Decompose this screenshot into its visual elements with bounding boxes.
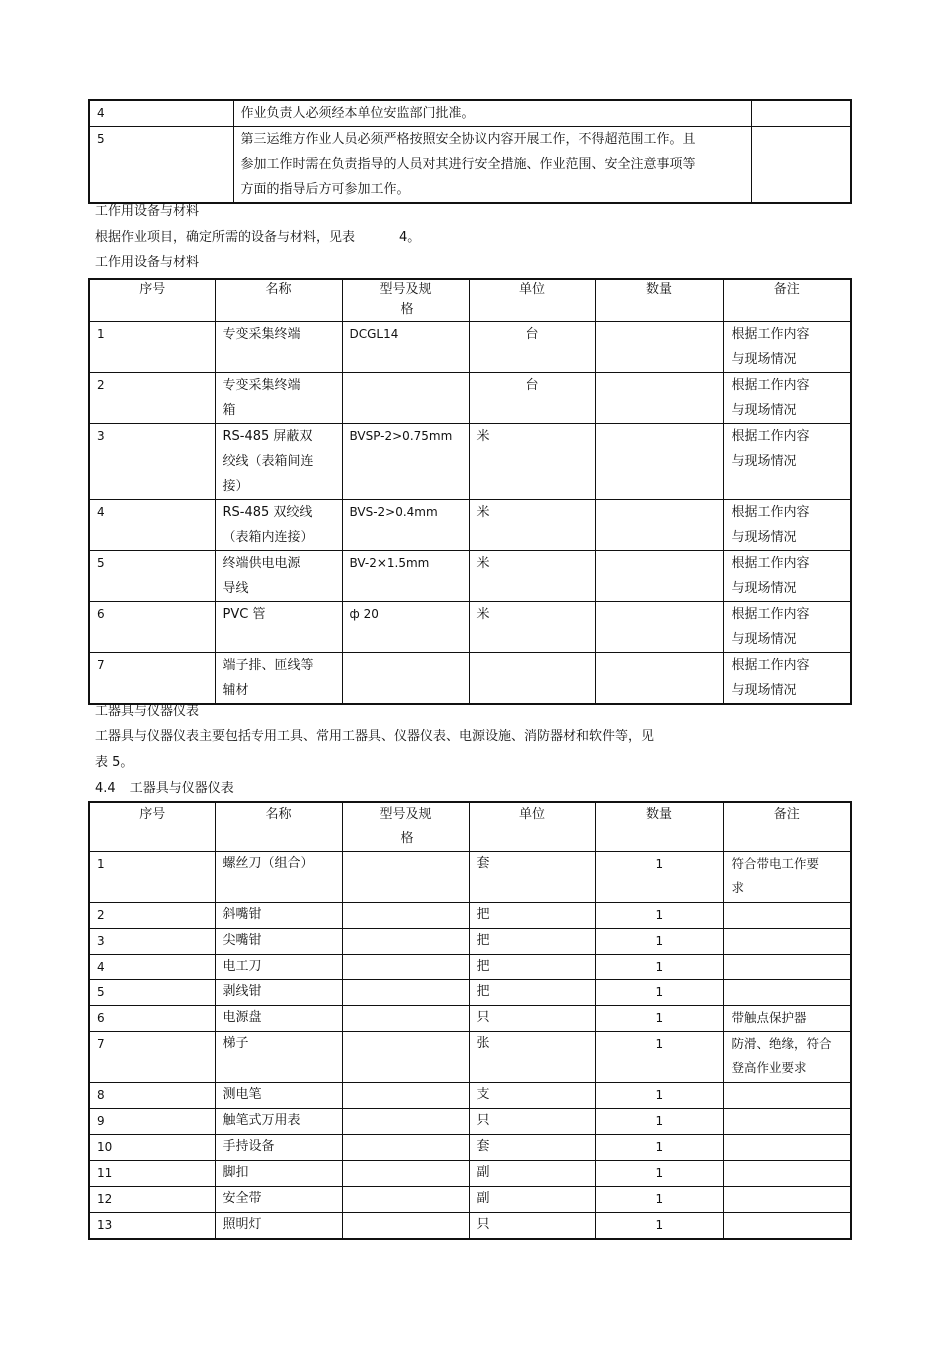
remark-line: 与现场情况 [731, 580, 797, 596]
remark-line: 根据工作内容 [731, 428, 810, 444]
item-name: 测电笔 [215, 1083, 342, 1109]
table-row [89, 1135, 851, 1161]
item-unit: 套 [469, 852, 595, 903]
requirement-text [233, 100, 751, 127]
row-number: 1 [89, 321, 215, 372]
item-qty [595, 652, 723, 704]
item-name [215, 423, 342, 499]
table-row [89, 1161, 851, 1187]
header-no: 序号 [89, 279, 215, 321]
item-name-line: RS-485 双绞线 [222, 504, 313, 520]
table-row [89, 1187, 851, 1213]
item-qty: 1 [595, 955, 723, 980]
header-unit: 单位 [469, 802, 595, 852]
row-number: 3 [89, 929, 215, 955]
row-number: 7 [89, 1032, 215, 1083]
table-row [89, 1006, 851, 1032]
item-qty [595, 601, 723, 652]
table-row [89, 903, 851, 929]
item-model [342, 1161, 469, 1187]
item-name: 照明灯 [215, 1213, 342, 1239]
item-name-line: 辅材 [222, 682, 249, 698]
row-number: 7 [89, 652, 215, 704]
item-remark [723, 903, 851, 929]
remark-line: 带触点保护器 [731, 1010, 807, 1025]
item-remark [723, 955, 851, 980]
empty-cell [751, 127, 851, 204]
section-heading: 工作用设备与材料 [95, 204, 200, 219]
item-name-line: 接） [222, 478, 249, 494]
item-remark [723, 1161, 851, 1187]
item-name-line: 端子排、匝线等 [222, 657, 314, 673]
remark-line: 根据工作内容 [731, 657, 810, 673]
item-model [342, 1187, 469, 1213]
table-row [89, 852, 851, 903]
empty-cell [751, 100, 851, 127]
item-name-line: （表箱内连接） [222, 529, 314, 545]
table-header-row [89, 279, 851, 321]
item-name-line: 箱 [222, 402, 236, 418]
item-model [342, 980, 469, 1006]
item-remark [723, 980, 851, 1006]
item-qty: 1 [595, 852, 723, 903]
item-name [215, 499, 342, 550]
row-number: 9 [89, 1109, 215, 1135]
item-name-line: RS-485 屏蔽双 [222, 428, 313, 444]
remark-line: 根据工作内容 [731, 555, 810, 571]
item-model [342, 1109, 469, 1135]
table-row [89, 499, 851, 550]
remark-line: 防滑、绝缘，符合 [731, 1036, 832, 1051]
item-name [215, 652, 342, 704]
item-model [342, 1213, 469, 1239]
item-model [342, 1135, 469, 1161]
header-model-line1: 型号及规 [379, 282, 432, 297]
paragraph-text: 根据作业项目，确定所需的设备与材料，见表 [95, 230, 356, 245]
tools-table-body [89, 852, 851, 1239]
row-number: 8 [89, 1083, 215, 1109]
remark-line: 与现场情况 [731, 402, 797, 418]
row-number: 10 [89, 1135, 215, 1161]
table-caption [95, 779, 234, 799]
caption-number: 4.4 [95, 781, 116, 796]
item-remark [723, 1213, 851, 1239]
item-name-line: 专变采集终端 [222, 326, 301, 342]
item-model: BVS-2>0.4mm [342, 499, 469, 550]
item-name: 安全带 [215, 1187, 342, 1213]
item-unit: 副 [469, 1187, 595, 1213]
row-number: 12 [89, 1187, 215, 1213]
item-name: 电源盘 [215, 1006, 342, 1032]
item-unit: 米 [469, 550, 595, 601]
table-row [89, 372, 851, 423]
item-qty [595, 550, 723, 601]
item-remark [723, 550, 851, 601]
row-number: 4 [89, 100, 233, 127]
row-number: 1 [89, 852, 215, 903]
item-qty: 1 [595, 1135, 723, 1161]
item-unit: 只 [469, 1213, 595, 1239]
item-name-line: 导线 [222, 580, 249, 596]
item-remark [723, 1032, 851, 1083]
table-row [89, 1032, 851, 1083]
header-name: 名称 [215, 279, 342, 321]
table-row [89, 955, 851, 980]
table-row [89, 550, 851, 601]
remark-line: 根据工作内容 [731, 606, 810, 622]
equipment-table [88, 278, 852, 705]
row-number: 6 [89, 1006, 215, 1032]
item-remark [723, 499, 851, 550]
item-unit: 台 [469, 321, 595, 372]
item-unit: 套 [469, 1135, 595, 1161]
item-qty: 1 [595, 1083, 723, 1109]
paragraph-text-end: 4。 [399, 230, 421, 245]
header-qty: 数量 [595, 279, 723, 321]
row-number: 6 [89, 601, 215, 652]
item-qty [595, 499, 723, 550]
item-qty [595, 423, 723, 499]
item-qty: 1 [595, 980, 723, 1006]
text-line: 第三运维方作业人员必须严格按照安全协议内容开展工作，不得超范围工作。且 [240, 132, 696, 147]
item-remark [723, 1083, 851, 1109]
table-row [89, 127, 851, 204]
header-remark: 备注 [723, 802, 851, 852]
table-row [89, 1213, 851, 1239]
table-row [89, 980, 851, 1006]
requirements-table [88, 99, 852, 204]
item-unit: 张 [469, 1032, 595, 1083]
item-qty: 1 [595, 1187, 723, 1213]
header-model-line2: 格 [400, 302, 414, 317]
item-remark [723, 652, 851, 704]
remark-line: 根据工作内容 [731, 326, 810, 342]
item-remark [723, 852, 851, 903]
item-remark [723, 423, 851, 499]
remark-line: 与现场情况 [731, 529, 797, 545]
item-remark [723, 1109, 851, 1135]
item-remark [723, 321, 851, 372]
row-number: 4 [89, 955, 215, 980]
item-name: 斜嘴钳 [215, 903, 342, 929]
remark-line: 根据工作内容 [731, 377, 810, 393]
item-model [342, 929, 469, 955]
row-number: 13 [89, 1213, 215, 1239]
item-name: 尖嘴钳 [215, 929, 342, 955]
item-unit: 把 [469, 955, 595, 980]
table-row [89, 321, 851, 372]
item-name: 脚扣 [215, 1161, 342, 1187]
item-model [342, 1006, 469, 1032]
item-qty: 1 [595, 1109, 723, 1135]
item-name: 螺丝刀（组合） [215, 852, 342, 903]
row-number: 5 [89, 127, 233, 204]
item-unit: 只 [469, 1109, 595, 1135]
item-name [215, 372, 342, 423]
item-unit: 米 [469, 423, 595, 499]
item-model: BV-2×1.5mm [342, 550, 469, 601]
remark-line: 登高作业要求 [731, 1060, 807, 1075]
table-row [89, 601, 851, 652]
paragraph-line: 工器具与仪器仪表主要包括专用工具、常用工器具、仪器仪表、电源设施、消防器材和软件等，见 [95, 729, 655, 744]
item-name [215, 550, 342, 601]
item-remark [723, 1006, 851, 1032]
item-model [342, 652, 469, 704]
item-name: 触笔式万用表 [215, 1109, 342, 1135]
row-number: 11 [89, 1161, 215, 1187]
requirement-text [233, 127, 751, 204]
header-unit: 单位 [469, 279, 595, 321]
caption-text: 工器具与仪器仪表 [129, 781, 234, 796]
row-number: 4 [89, 499, 215, 550]
item-name: 梯子 [215, 1032, 342, 1083]
remark-line: 与现场情况 [731, 631, 797, 647]
section-heading: 工器具与仪器仪表 [95, 704, 200, 719]
text-line: 方面的指导后方可参加工作。 [240, 182, 410, 197]
item-name [215, 321, 342, 372]
item-unit: 副 [469, 1161, 595, 1187]
remark-line: 求 [731, 880, 745, 895]
header-no: 序号 [89, 802, 215, 852]
table-row [89, 423, 851, 499]
row-number: 2 [89, 372, 215, 423]
remark-line: 根据工作内容 [731, 504, 810, 520]
item-name: 电工刀 [215, 955, 342, 980]
remark-line: 与现场情况 [731, 351, 797, 367]
item-name: 手持设备 [215, 1135, 342, 1161]
table-header-row [89, 802, 851, 852]
item-model [342, 372, 469, 423]
table-row [89, 1109, 851, 1135]
item-remark [723, 929, 851, 955]
item-model: BVSP-2>0.75mm [342, 423, 469, 499]
item-unit: 台 [469, 372, 595, 423]
item-model [342, 955, 469, 980]
item-unit: 米 [469, 601, 595, 652]
row-number: 5 [89, 550, 215, 601]
row-number: 3 [89, 423, 215, 499]
header-qty: 数量 [595, 802, 723, 852]
item-qty: 1 [595, 1213, 723, 1239]
item-unit: 只 [469, 1006, 595, 1032]
item-name-line: 专变采集终端 [222, 377, 301, 393]
header-model [342, 279, 469, 321]
row-number: 2 [89, 903, 215, 929]
item-model [342, 1083, 469, 1109]
item-unit: 把 [469, 980, 595, 1006]
item-qty: 1 [595, 929, 723, 955]
item-unit: 把 [469, 929, 595, 955]
item-name-line: PVC 管 [222, 606, 266, 622]
item-name-line: 终端供电电源 [222, 555, 301, 571]
item-model [342, 903, 469, 929]
paragraph [95, 228, 420, 248]
item-qty [595, 321, 723, 372]
item-name: 剥线钳 [215, 980, 342, 1006]
item-model [342, 852, 469, 903]
row-number: 5 [89, 980, 215, 1006]
table-row [89, 929, 851, 955]
table-row [89, 100, 851, 127]
header-model-line1: 型号及规 [379, 807, 432, 822]
header-model [342, 802, 469, 852]
remark-line: 符合带电工作要 [731, 856, 820, 871]
item-model [342, 1032, 469, 1083]
header-model-line2: 格 [400, 831, 414, 846]
item-unit: 米 [469, 499, 595, 550]
item-remark [723, 601, 851, 652]
table-caption: 工作用设备与材料 [95, 255, 200, 270]
table-row [89, 1083, 851, 1109]
item-qty: 1 [595, 1032, 723, 1083]
text-line: 参加工作时需在负责指导的人员对其进行安全措施、作业范围、安全注意事项等 [240, 157, 696, 172]
item-qty: 1 [595, 903, 723, 929]
item-qty [595, 372, 723, 423]
header-remark: 备注 [723, 279, 851, 321]
header-name: 名称 [215, 802, 342, 852]
item-remark [723, 1135, 851, 1161]
item-qty: 1 [595, 1161, 723, 1187]
item-unit: 支 [469, 1083, 595, 1109]
table-row [89, 652, 851, 704]
remark-line: 与现场情况 [731, 682, 797, 698]
tools-table [88, 801, 852, 1240]
item-unit [469, 652, 595, 704]
item-name [215, 601, 342, 652]
item-unit: 把 [469, 903, 595, 929]
item-model: DCGL14 [342, 321, 469, 372]
paragraph-line: 表 5。 [95, 755, 134, 770]
remark-line: 与现场情况 [731, 453, 797, 469]
item-name-line: 绞线（表箱间连 [222, 453, 314, 469]
item-remark [723, 372, 851, 423]
item-model: ф 20 [342, 601, 469, 652]
item-qty: 1 [595, 1006, 723, 1032]
text-line: 作业负责人必须经本单位安监部门批准。 [240, 106, 475, 121]
item-remark [723, 1187, 851, 1213]
